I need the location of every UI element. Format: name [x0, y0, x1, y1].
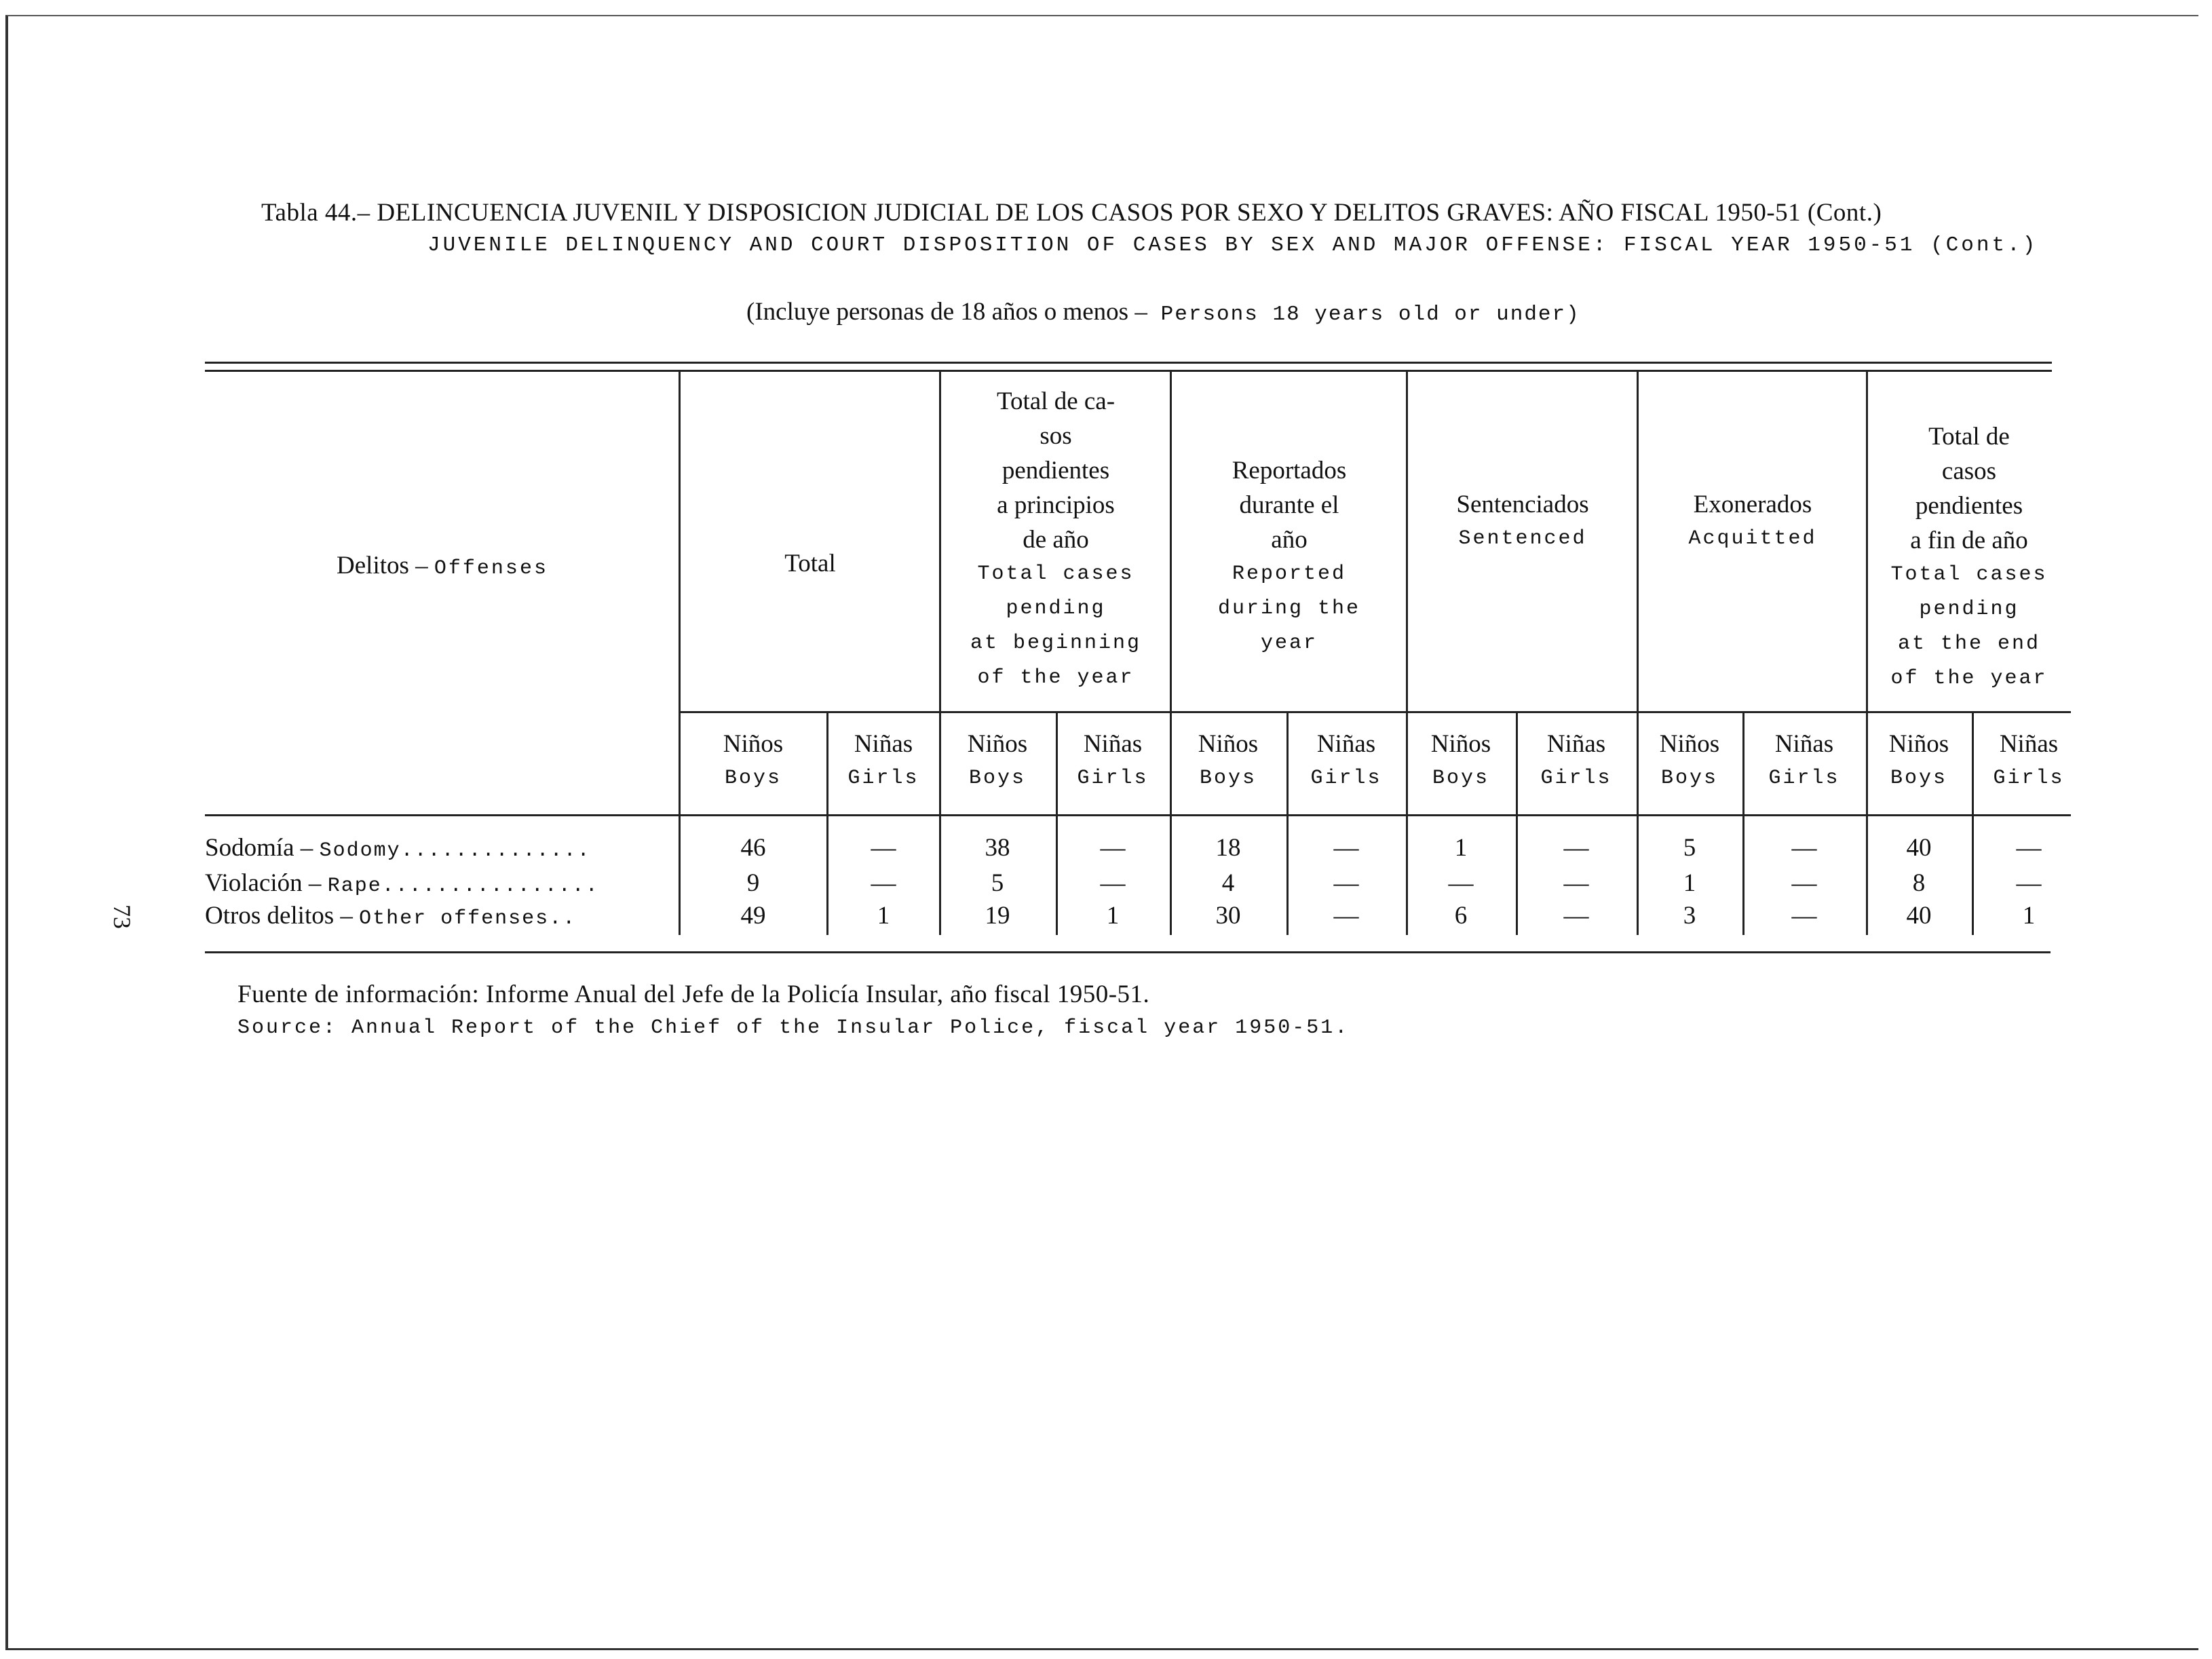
- table-cell: 5: [1683, 834, 1696, 862]
- table-cell: —: [1100, 834, 1126, 862]
- table-cell: —: [1791, 834, 1817, 862]
- table-cell: 49: [740, 902, 766, 930]
- subheader-boys: Niños Boys: [1198, 730, 1259, 790]
- subheader-girls: Niñas Girls: [847, 730, 919, 790]
- table-cell: 1: [877, 902, 890, 930]
- subheader-boys: Niños Boys: [1430, 730, 1491, 790]
- table-top-rule-2: [205, 370, 2052, 372]
- header-reported: Reportados durante el año Reported during the year: [1217, 457, 1361, 655]
- header-pending-beginning: Total de ca- sos pendientes a principios de año Total cases pending at beginning of the year: [970, 387, 1142, 689]
- header-divider: [680, 711, 2071, 713]
- table-cell: 46: [740, 834, 766, 862]
- table-cell: —: [2016, 834, 2042, 862]
- table-cell: 6: [1454, 902, 1468, 930]
- table-cell: 1: [1454, 834, 1468, 862]
- page-border: [5, 15, 2198, 1650]
- table-cell: —: [1448, 869, 1474, 897]
- table-cell: 19: [985, 902, 1010, 930]
- table-cell: —: [1563, 902, 1589, 930]
- subheader-girls: Niñas Girls: [1540, 730, 1612, 790]
- table-cell: 5: [991, 869, 1004, 897]
- header-bottom-rule: [205, 814, 2071, 816]
- table-cell: 9: [746, 869, 760, 897]
- header-offenses: Delitos – Offenses: [337, 552, 548, 580]
- table-cell: —: [1791, 869, 1817, 897]
- table-cell: 1: [1683, 869, 1696, 897]
- table-cell: —: [1100, 869, 1126, 897]
- table-cell: —: [2016, 869, 2042, 897]
- sub-col-line: [1056, 712, 1058, 935]
- table-cell: 40: [1906, 834, 1932, 862]
- header-sentenced: Sentenciados Sentenced: [1456, 491, 1589, 550]
- subheader-boys: Niños Boys: [723, 730, 784, 790]
- table-cell: 1: [1106, 902, 1120, 930]
- source-spanish: Fuente de información: Informe Anual del Jefe de la Policía Insular, año fiscal 1950-51.: [237, 980, 1150, 1008]
- table-cell: 8: [1912, 869, 1926, 897]
- row-label: Violación – Rape................: [205, 869, 599, 898]
- sub-col-line: [826, 712, 828, 935]
- table-cell: 4: [1221, 869, 1235, 897]
- table-cell: 30: [1215, 902, 1241, 930]
- sub-col-line: [1516, 712, 1518, 935]
- title-spanish: Tabla 44.– DELINCUENCIA JUVENIL Y DISPOSICION JUDICIAL DE LOS CASOS POR SEXO Y DELITOS GRAVES: AÑO FISCAL 1950-51 (Cont.): [261, 199, 1882, 227]
- subheader-boys: Niños Boys: [967, 730, 1028, 790]
- table-cell: 3: [1683, 902, 1696, 930]
- table-cell: —: [1333, 834, 1359, 862]
- source-english: Source: Annual Report of the Chief of the Insular Police, fiscal year 1950-51.: [237, 1016, 1350, 1040]
- table-cell: 38: [985, 834, 1010, 862]
- subtitle: [746, 297, 1832, 326]
- subheader-girls: Niñas Girls: [1768, 730, 1840, 790]
- subheader-girls: Niñas Girls: [1310, 730, 1382, 790]
- page-number: 73: [109, 904, 136, 929]
- subheader-girls: Niñas Girls: [1993, 730, 2065, 790]
- subtitle-spanish: (Incluye personas de 18 años o menos –: [746, 298, 1147, 326]
- table-cell: 40: [1906, 902, 1932, 930]
- header-total: Total: [784, 550, 836, 577]
- sub-col-line: [1286, 712, 1289, 935]
- subheader-girls: Niñas Girls: [1077, 730, 1149, 790]
- table-cell: —: [1333, 869, 1359, 897]
- table-cell: —: [1333, 902, 1359, 930]
- subtitle-english: Persons 18 years old or under): [1160, 303, 1580, 326]
- col-line: [679, 372, 681, 935]
- table-cell: 1: [2022, 902, 2036, 930]
- subheader-boys: Niños Boys: [1659, 730, 1720, 790]
- table-cell: —: [1563, 834, 1589, 862]
- table-cell: 18: [1215, 834, 1241, 862]
- table-cell: —: [1791, 902, 1817, 930]
- row-label: Sodomía – Sodomy..............: [205, 834, 591, 862]
- table-cell: —: [871, 834, 896, 862]
- row-label: Otros delitos – Other offenses..: [205, 902, 577, 930]
- subheader-boys: Niños Boys: [1888, 730, 1949, 790]
- header-pending-end: Total de casos pendientes a fin de año Total cases pending at the end of the year: [1890, 423, 2048, 690]
- table-cell: —: [1563, 869, 1589, 897]
- table-bottom-rule: [205, 951, 2051, 953]
- table-top-rule: [205, 362, 2052, 364]
- table-cell: —: [871, 869, 896, 897]
- title-english: JUVENILE DELINQUENCY AND COURT DISPOSITION OF CASES BY SEX AND MAJOR OFFENSE: FISCAL YEAR 1950-51 (Cont.): [427, 233, 2038, 257]
- header-acquitted: Exonerados Acquitted: [1688, 491, 1817, 550]
